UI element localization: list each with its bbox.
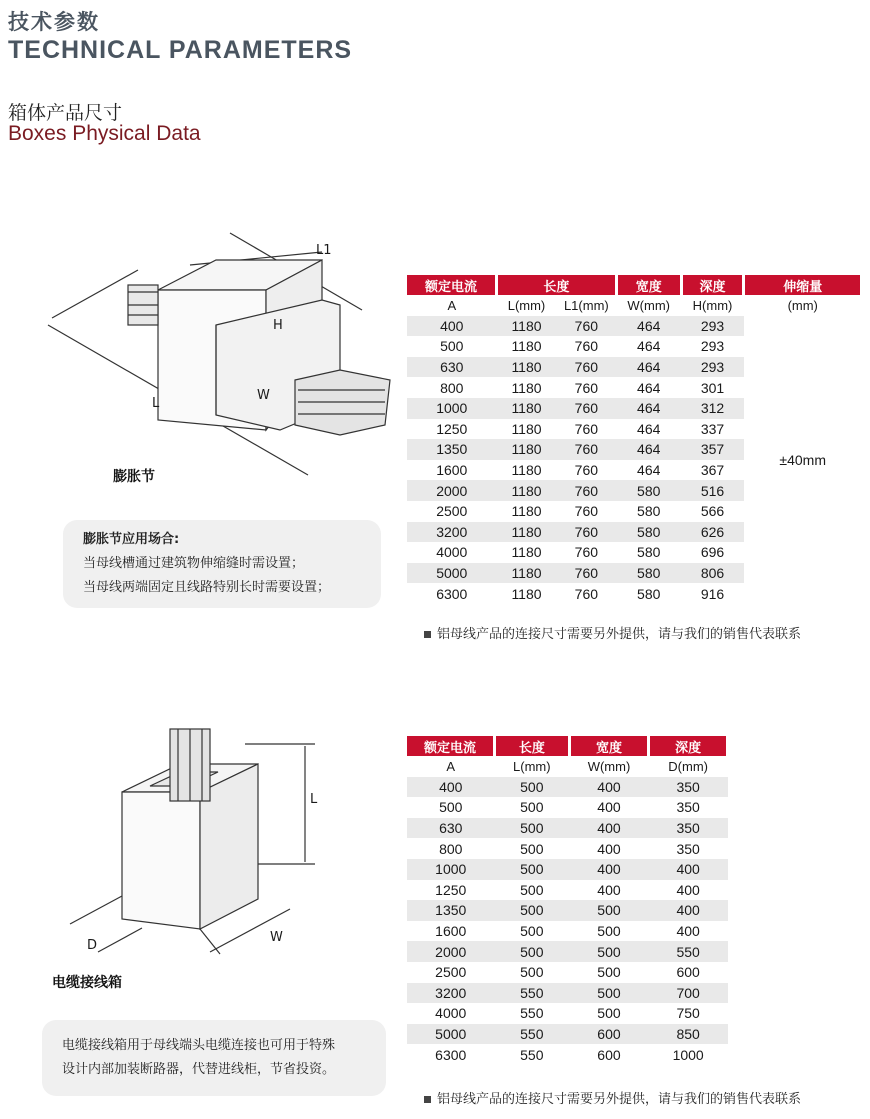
table-cell: 760 <box>556 480 616 501</box>
header-length: 长度 <box>495 736 570 756</box>
table-cell: 1600 <box>435 923 467 940</box>
table-cell: 1000 <box>672 1046 704 1063</box>
table-cell: 2500 <box>435 964 467 981</box>
table-row <box>407 941 728 962</box>
expansion-footnote <box>424 623 801 642</box>
table-cell: 1180 <box>511 544 542 561</box>
cable-box-note-line: 电缆接线箱用于母线端头电缆连接也可用于特殊 <box>62 1038 336 1053</box>
table-cell: 464 <box>637 420 661 437</box>
table-cell: 500 <box>569 983 649 1004</box>
table-cell: 400 <box>569 818 649 839</box>
table-cell: 580 <box>616 480 681 501</box>
table-cell: 400 <box>569 777 649 798</box>
table-cell: 1350 <box>407 900 495 921</box>
table-cell: 350 <box>676 840 700 857</box>
unit-cell: W(mm) <box>587 758 631 774</box>
header-rated-current: 额定电流 <box>407 736 495 756</box>
table-cell: 800 <box>439 840 463 857</box>
table-cell: 1600 <box>436 462 468 479</box>
table-cell: 1180 <box>511 379 542 396</box>
table-cell: 760 <box>574 420 599 437</box>
subsection-title-en: Boxes Physical Data <box>8 122 201 145</box>
table-cell: 464 <box>616 398 681 419</box>
table-cell: 550 <box>495 1024 570 1045</box>
unit-cell: A <box>446 758 456 774</box>
table-cell: 500 <box>495 900 570 921</box>
table-row <box>407 921 728 942</box>
table-cell: 6300 <box>435 1046 467 1063</box>
table-cell: 464 <box>616 439 681 460</box>
table-cell: 580 <box>637 544 661 561</box>
table-cell: 464 <box>616 316 681 337</box>
dim-label-d: D <box>87 938 98 953</box>
table-cell: 5000 <box>407 1024 495 1045</box>
table-cell: 500 <box>520 923 544 940</box>
table-cell: 4000 <box>436 544 468 561</box>
table-cell: 464 <box>637 379 661 396</box>
header-rated-current: 额定电流 <box>407 275 497 295</box>
unit-cell: H(mm) <box>692 297 733 313</box>
table-cell: 500 <box>520 964 544 981</box>
unit-cell: A <box>447 297 457 313</box>
unit-cell: L(mm) <box>507 297 546 313</box>
table-cell: 500 <box>495 941 570 962</box>
table-cell: 760 <box>574 338 599 355</box>
table-cell: 760 <box>574 503 599 520</box>
table-cell: 1180 <box>497 480 557 501</box>
cable-box-drawing <box>60 724 340 964</box>
dim-label-w: W <box>270 930 283 945</box>
table-cell: 580 <box>637 585 661 602</box>
table-cell: 400 <box>676 881 700 898</box>
table-cell: 500 <box>440 338 464 355</box>
table-cell: 760 <box>556 439 616 460</box>
table-cell: 760 <box>556 357 616 378</box>
unit-cell: (mm) <box>787 297 818 313</box>
cable-box-note-line: 设计内部加装断路器，代替进线柜，节省投资。 <box>62 1062 336 1077</box>
table-cell: 400 <box>407 777 495 798</box>
table-cell: 760 <box>574 379 599 396</box>
table-cell: 760 <box>556 522 616 543</box>
table-row <box>407 818 728 839</box>
table-cell: 1180 <box>511 503 542 520</box>
table-cell: 2000 <box>407 941 495 962</box>
table-cell: 580 <box>616 563 681 584</box>
unit-cell: D(mm) <box>668 758 709 774</box>
table-cell: 1180 <box>497 398 557 419</box>
table-cell: 293 <box>681 357 744 378</box>
cable-box-label: 电缆接线箱 <box>52 975 122 991</box>
section-title-en: TECHNICAL PARAMETERS <box>8 36 353 64</box>
table-cell: 4000 <box>435 1005 467 1022</box>
table-cell: 1180 <box>497 316 557 337</box>
unit-cell: W(mm) <box>627 297 670 313</box>
bullet-square-icon <box>424 1096 431 1103</box>
table-cell: 2500 <box>436 503 468 520</box>
table-cell: 500 <box>597 964 621 981</box>
table-cell: 550 <box>649 941 728 962</box>
table-row <box>407 1024 728 1045</box>
table-cell: 1180 <box>511 462 542 479</box>
table-cell: 760 <box>574 462 599 479</box>
table-cell: 367 <box>700 462 725 479</box>
header-depth: 深度 <box>649 736 728 756</box>
table-cell: 500 <box>569 941 649 962</box>
table-cell: 500 <box>597 1005 621 1022</box>
table-cell: 630 <box>407 818 495 839</box>
table-cell: 550 <box>520 1046 544 1063</box>
expansion-note-line: 当母线槽通过建筑物伸缩缝时需设置； <box>83 556 305 571</box>
table-cell: 850 <box>649 1024 728 1045</box>
table-cell: 750 <box>676 1005 700 1022</box>
table-cell: 500 <box>495 777 570 798</box>
table-cell: 580 <box>637 503 661 520</box>
table-cell: 600 <box>569 1024 649 1045</box>
expansion-joint-drawing <box>40 230 400 480</box>
header-width: 宽度 <box>616 275 681 295</box>
table-cell: 464 <box>616 357 681 378</box>
table-cell: 400 <box>649 859 728 880</box>
table-cell: 1250 <box>436 420 468 437</box>
expansion-spec-table <box>407 275 863 604</box>
table-cell: 600 <box>676 964 700 981</box>
table-cell: 464 <box>637 338 661 355</box>
cable-box-footnote-text: 铝母线产品的连接尺寸需要另外提供，请与我们的销售代表联系 <box>437 1092 802 1107</box>
cable-box-spec-table <box>407 736 729 1065</box>
table-row <box>407 1044 728 1065</box>
table-cell: 630 <box>407 357 497 378</box>
table-cell: 293 <box>700 338 725 355</box>
table-cell: 516 <box>681 480 744 501</box>
table-cell: 293 <box>681 316 744 337</box>
table-row <box>407 962 728 983</box>
table-row <box>407 797 728 818</box>
table-row <box>407 316 862 337</box>
table-cell: 760 <box>556 563 616 584</box>
expansion-note-line: 当母线两端固定且线路特别长时需要设置； <box>83 580 331 595</box>
table-cell: 350 <box>676 799 700 816</box>
table-cell: 916 <box>700 585 725 602</box>
table-cell: 500 <box>495 818 570 839</box>
table-cell: 760 <box>574 585 599 602</box>
table-cell: 1180 <box>497 563 557 584</box>
table-row <box>407 983 728 1004</box>
table-cell: 500 <box>495 859 570 880</box>
table-cell: 3200 <box>407 522 497 543</box>
table-row <box>407 777 728 798</box>
header-width: 宽度 <box>569 736 649 756</box>
table-cell: 580 <box>616 522 681 543</box>
dim-label-h: H <box>273 318 283 333</box>
table-cell: 500 <box>439 799 463 816</box>
expansion-joint-label: 膨胀节 <box>113 469 155 485</box>
table-cell: 500 <box>520 881 544 898</box>
table-cell: 6300 <box>436 585 468 602</box>
table-cell: 464 <box>637 462 661 479</box>
table-cell: 500 <box>520 840 544 857</box>
cable-box-footnote <box>424 1088 801 1107</box>
table-row <box>407 838 728 859</box>
table-cell: 2000 <box>407 480 497 501</box>
table-row <box>407 900 728 921</box>
table-cell: 626 <box>681 522 744 543</box>
table-cell: 760 <box>556 398 616 419</box>
table-cell: 1350 <box>407 439 497 460</box>
expansion-note-title: 膨胀节应用场合: <box>83 532 180 547</box>
expansion-footnote-text: 铝母线产品的连接尺寸需要另外提供，请与我们的销售代表联系 <box>437 627 802 642</box>
table-cell: 600 <box>597 1046 621 1063</box>
table-cell: 400 <box>649 900 728 921</box>
table-cell: 1000 <box>407 859 495 880</box>
table-cell: 1180 <box>497 439 557 460</box>
table-row <box>407 1003 728 1024</box>
table-cell: 357 <box>681 439 744 460</box>
tolerance-cell: ±40mm <box>744 316 862 604</box>
dim-label-w: W <box>257 388 270 403</box>
unit-cell: L1(mm) <box>563 297 609 313</box>
table-cell: 312 <box>681 398 744 419</box>
header-length: 长度 <box>497 275 617 295</box>
table-cell: 550 <box>495 983 570 1004</box>
table-cell: 1180 <box>511 585 542 602</box>
section-title-cn: 技术参数 <box>8 10 100 34</box>
table-cell: 760 <box>556 316 616 337</box>
table-cell: 806 <box>681 563 744 584</box>
table-cell: 5000 <box>407 563 497 584</box>
table-cell: 400 <box>407 316 497 337</box>
table-cell: 301 <box>700 379 725 396</box>
unit-cell: L(mm) <box>513 758 551 774</box>
dim-label-l: L <box>310 792 318 807</box>
table-cell: 1180 <box>497 522 557 543</box>
table-cell: 1180 <box>497 357 557 378</box>
table-cell: 700 <box>649 983 728 1004</box>
table-cell: 337 <box>700 420 725 437</box>
table-cell: 500 <box>597 923 621 940</box>
table-row <box>407 880 728 901</box>
table-cell: 400 <box>597 799 621 816</box>
table-cell: 1180 <box>511 420 542 437</box>
table-cell: 1180 <box>511 338 542 355</box>
table-cell: 350 <box>649 818 728 839</box>
table-cell: 1250 <box>435 881 467 898</box>
table-row <box>407 859 728 880</box>
bullet-square-icon <box>424 631 431 638</box>
header-expansion: 伸缩量 <box>744 275 862 295</box>
table-cell: 760 <box>574 544 599 561</box>
table-cell: 500 <box>520 799 544 816</box>
table-cell: 400 <box>569 859 649 880</box>
table-cell: 500 <box>569 900 649 921</box>
table-cell: 550 <box>520 1005 544 1022</box>
table-cell: 3200 <box>407 983 495 1004</box>
header-depth: 深度 <box>681 275 744 295</box>
table-cell: 1000 <box>407 398 497 419</box>
cable-box-note <box>42 1020 386 1096</box>
table-cell: 350 <box>649 777 728 798</box>
table-cell: 696 <box>700 544 725 561</box>
table-cell: 400 <box>597 881 621 898</box>
table-cell: 400 <box>597 840 621 857</box>
dim-label-l1: L1 <box>316 243 332 258</box>
expansion-note <box>63 520 381 608</box>
dim-label-l: L <box>152 396 160 411</box>
table-cell: 400 <box>676 923 700 940</box>
table-cell: 566 <box>700 503 725 520</box>
subsection-title-cn: 箱体产品尺寸 <box>8 102 123 124</box>
table-cell: 800 <box>440 379 464 396</box>
